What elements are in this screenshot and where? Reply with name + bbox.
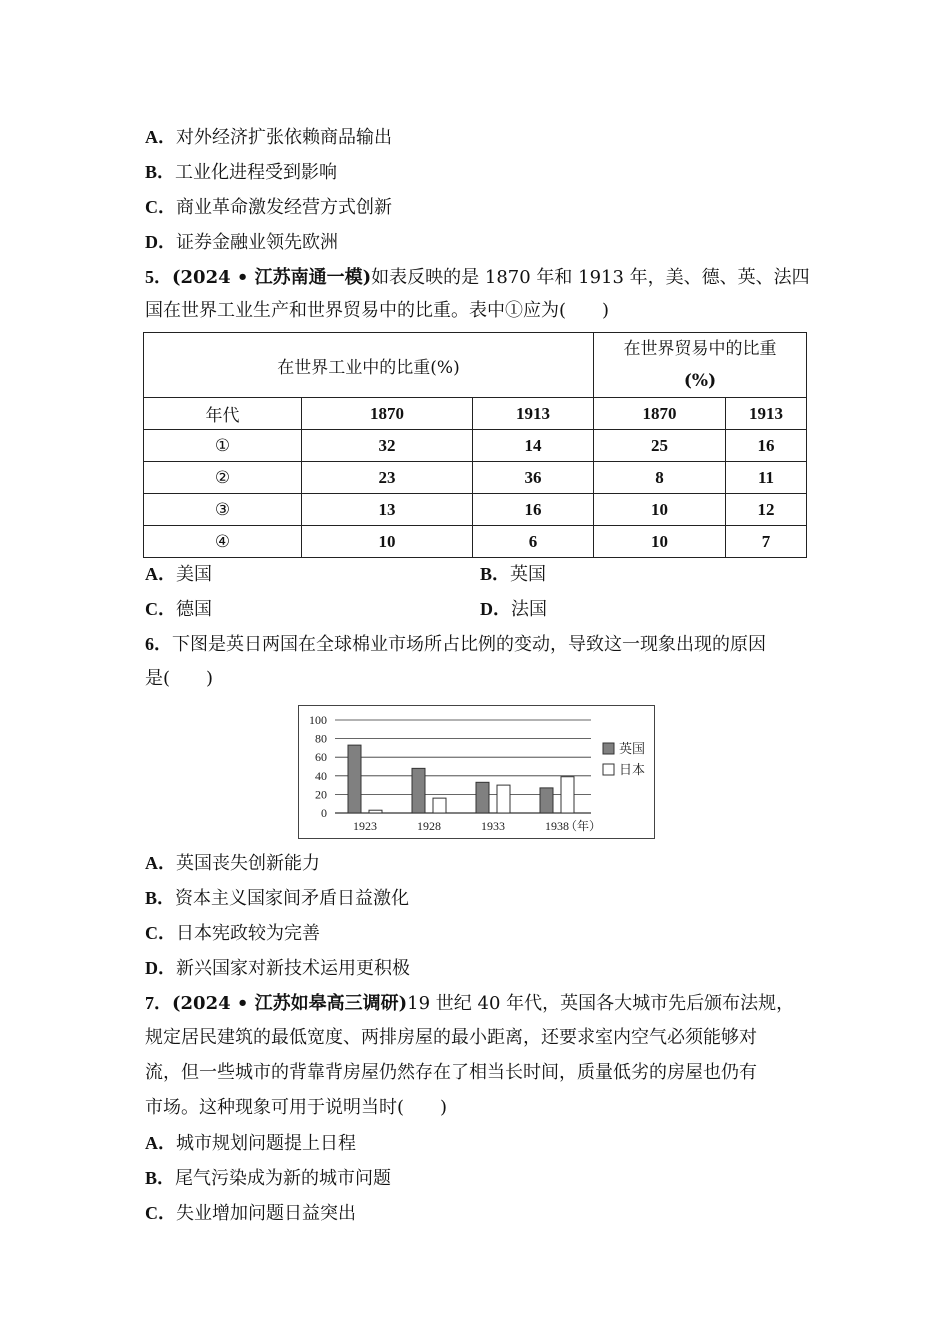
- option-label: A．: [145, 564, 176, 584]
- option-label: A．: [145, 127, 176, 147]
- bar-uk: [348, 745, 361, 813]
- option-text: 城市规划问题提上日程: [176, 1133, 356, 1154]
- row-label: ②: [144, 462, 302, 494]
- option-label: C．: [145, 1203, 176, 1223]
- q6-option-c[interactable]: [145, 921, 320, 946]
- legend-swatch: [603, 743, 614, 754]
- table-cell: 23: [302, 462, 473, 494]
- option-text: 资本主义国家间矛盾日益激化: [175, 888, 410, 909]
- bar-uk: [476, 782, 489, 813]
- y-tick-label: 80: [315, 731, 327, 746]
- option-text: 美国: [176, 564, 212, 585]
- header-industry: 在世界工业中的比重(%): [144, 333, 594, 398]
- bar-japan: [369, 810, 382, 813]
- question-text: 如表反映的是 1870 年和 1913 年，美、德、英、法四: [371, 267, 810, 288]
- table-cell: 10: [594, 494, 726, 526]
- legend-swatch: [603, 764, 614, 775]
- option-label: B．: [145, 162, 176, 182]
- bar-japan: [497, 785, 510, 813]
- q5-option-b[interactable]: [480, 562, 546, 587]
- table-cell: 7: [726, 526, 807, 558]
- x-tick-label: 1928: [417, 819, 441, 833]
- question-number: 7．: [145, 993, 172, 1013]
- table-cell: 8: [594, 462, 726, 494]
- question-text: 下图是英日两国在全球棉业市场所占比例的变动，导致这一现象出现的原因: [172, 634, 766, 655]
- q5-option-a[interactable]: [145, 562, 212, 587]
- table-row: [144, 462, 807, 494]
- bar-uk: [540, 788, 553, 813]
- option-label: B．: [145, 888, 176, 908]
- q6-option-b[interactable]: [145, 886, 409, 911]
- option-text: 法国: [511, 599, 547, 620]
- year-cell: 1870: [594, 398, 726, 430]
- q7-stem-line-3: 流，但一些城市的背靠背房屋仍然存在了相当长时间，质量低劣的房屋也仍有: [145, 1062, 757, 1083]
- y-tick-label: 20: [315, 787, 327, 802]
- y-tick-label: 60: [315, 750, 327, 765]
- question-source: (2024 • 江苏南通一模): [172, 267, 372, 288]
- table-row: [144, 494, 807, 526]
- option-text: 证券金融业领先欧洲: [176, 232, 338, 253]
- q7-option-b[interactable]: [145, 1166, 391, 1191]
- table-row: [144, 430, 807, 462]
- q5-stem-line-2: 国在世界工业生产和世界贸易中的比重。表中①应为( ): [145, 300, 610, 321]
- q7-stem-line-4: 市场。这种现象可用于说明当时( ): [145, 1097, 448, 1118]
- x-tick-label: 1938: [545, 819, 569, 833]
- x-tick-label: 1923: [353, 819, 377, 833]
- row-label: ④: [144, 526, 302, 558]
- option-label: D．: [480, 599, 511, 619]
- q6-stem-line-2: 是( ): [145, 668, 214, 689]
- q4-option-c[interactable]: [145, 195, 392, 220]
- row-label: ③: [144, 494, 302, 526]
- q7-option-a[interactable]: [145, 1131, 356, 1156]
- q7-stem-line-1: [145, 991, 794, 1016]
- table-cell: 11: [726, 462, 807, 494]
- table-year-row: [144, 398, 807, 430]
- option-label: B．: [480, 564, 511, 584]
- y-tick-label: 40: [315, 768, 327, 783]
- option-label: A．: [145, 853, 176, 873]
- option-text: 德国: [176, 599, 212, 620]
- option-text: 英国: [510, 564, 547, 585]
- table-cell: 13: [302, 494, 473, 526]
- cotton-market-chart: [298, 705, 655, 839]
- legend-label: 英国: [619, 741, 646, 756]
- q5-stem-line-1: [145, 265, 810, 290]
- question-text: 19 世纪 40 年代，英国各大城市先后颁布法规，: [407, 993, 795, 1014]
- bar-uk: [412, 768, 425, 813]
- y-tick-label: 0: [321, 806, 327, 820]
- q5-data-table: [143, 332, 807, 558]
- x-axis-unit: （年）: [564, 819, 602, 833]
- header-trade: [594, 333, 807, 398]
- option-label: A．: [145, 1133, 176, 1153]
- year-cell: 1913: [473, 398, 594, 430]
- question-number: 6．: [145, 634, 172, 654]
- table-cell: 12: [726, 494, 807, 526]
- option-text: 对外经济扩张依赖商品输出: [176, 127, 392, 148]
- option-text: 尾气污染成为新的城市问题: [175, 1168, 392, 1189]
- table-cell: 25: [594, 430, 726, 462]
- legend-label: 日本: [619, 762, 646, 777]
- option-label: B．: [145, 1168, 176, 1188]
- table-header-row: [144, 333, 807, 398]
- q6-option-a[interactable]: [145, 851, 320, 876]
- option-text: 商业革命激发经营方式创新: [176, 197, 392, 218]
- q6-stem-line-1: [145, 632, 766, 657]
- year-cell: 1913: [726, 398, 807, 430]
- option-text: 失业增加问题日益突出: [176, 1203, 356, 1224]
- option-label: C．: [145, 197, 176, 217]
- option-text: 工业化进程受到影响: [175, 162, 338, 183]
- table-row: [144, 526, 807, 558]
- q4-option-a[interactable]: [145, 125, 392, 150]
- q4-option-b[interactable]: [145, 160, 337, 185]
- row-label: ①: [144, 430, 302, 462]
- table-cell: 10: [594, 526, 726, 558]
- question-number: 5．: [145, 267, 172, 287]
- q5-option-d[interactable]: [480, 597, 547, 622]
- option-label: C．: [145, 923, 176, 943]
- year-label: 年代: [144, 398, 302, 430]
- x-tick-label: 1933: [481, 819, 505, 833]
- header-trade-line2: (%): [683, 371, 717, 391]
- table-cell: 10: [302, 526, 473, 558]
- q6-option-d[interactable]: [145, 956, 410, 981]
- option-text: 英国丧失创新能力: [176, 853, 320, 874]
- bar-japan: [561, 777, 574, 813]
- bar-japan: [433, 798, 446, 813]
- option-label: D．: [145, 958, 176, 978]
- table-cell: 14: [473, 430, 594, 462]
- question-source: (2024 • 江苏如皋高三调研): [172, 993, 408, 1014]
- option-label: D．: [145, 232, 176, 252]
- option-text: 日本宪政较为完善: [176, 923, 320, 944]
- y-tick-label: 100: [309, 713, 327, 727]
- q7-option-c[interactable]: [145, 1201, 356, 1226]
- table-cell: 16: [726, 430, 807, 462]
- table-cell: 16: [473, 494, 594, 526]
- table-cell: 32: [302, 430, 473, 462]
- header-trade-line1: 在世界贸易中的比重: [623, 339, 777, 359]
- table-cell: 6: [473, 526, 594, 558]
- year-cell: 1870: [302, 398, 473, 430]
- q7-stem-line-2: 规定居民建筑的最低宽度、两排房屋的最小距离，还要求室内空气必须能够对: [145, 1027, 757, 1048]
- bar-chart-svg: [299, 706, 654, 838]
- option-text: 新兴国家对新技术运用更积极: [176, 958, 410, 979]
- option-label: C．: [145, 599, 176, 619]
- q5-option-c[interactable]: [145, 597, 212, 622]
- q4-option-d[interactable]: [145, 230, 338, 255]
- table-cell: 36: [473, 462, 594, 494]
